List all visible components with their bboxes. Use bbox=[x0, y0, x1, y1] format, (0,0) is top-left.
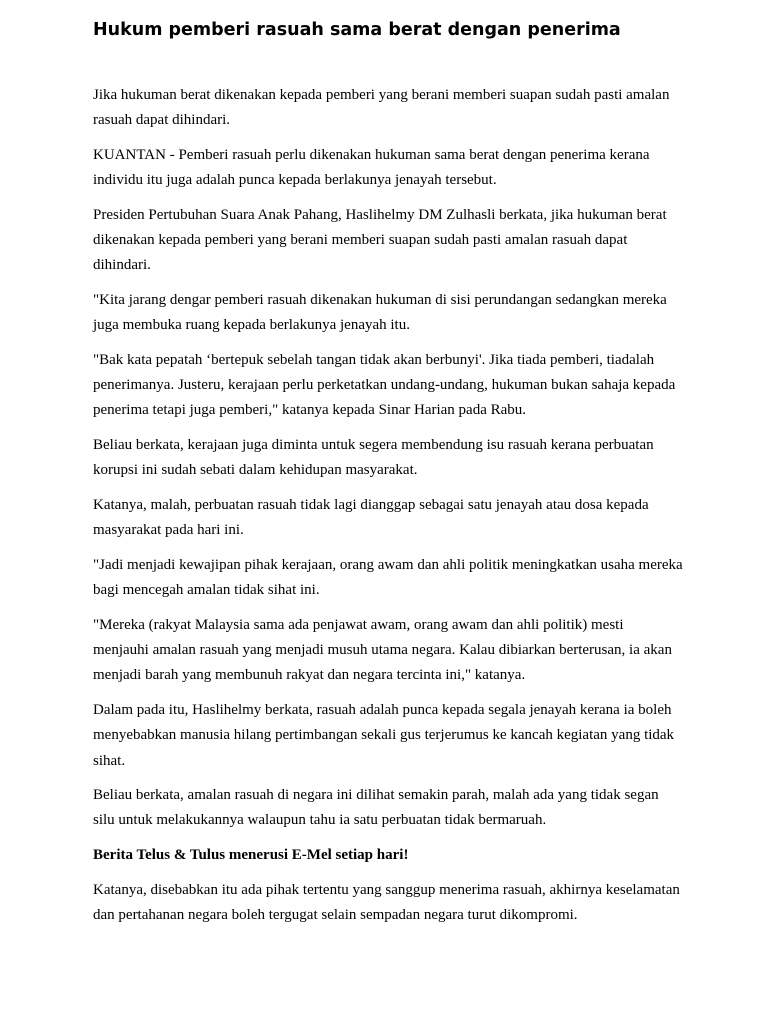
paragraph: "Mereka (rakyat Malaysia sama ada penjawat awam, orang awam dan ahli politik) mesti menjauhi amalan rasuah yang menjadi musuh utama negara. Kalau dibiarkan berterusan, ia akan menjadi barah yang membunuh rakyat dan negara tercinta ini," katanya. bbox=[93, 616, 672, 684]
paragraph: Beliau berkata, amalan rasuah di negara ini dilihat semakin parah, malah ada yang tidak segan silu untuk melakukannya walaupun tahu ia satu perbuatan tidak bermaruah. bbox=[93, 787, 659, 829]
paragraph: Presiden Pertubuhan Suara Anak Pahang, Haslihelmy DM Zulhasli berkata, jika hukuman berat dikenakan kepada pemberi yang berani memberi suapan sudah pasti amalan rasuah dapat dihindari. bbox=[93, 206, 667, 274]
paragraph: Katanya, malah, perbuatan rasuah tidak lagi dianggap sebagai satu jenayah atau dosa kepada masyarakat pada hari ini. bbox=[93, 496, 649, 539]
newsletter-promo: Berita Telus & Tulus menerusi E-Mel setiap hari! bbox=[93, 846, 409, 863]
paragraph: KUANTAN - Pemberi rasuah perlu dikenakan hukuman sama berat dengan penerima kerana individu itu juga adalah punca kepada berlakunya jenayah tersebut. bbox=[93, 146, 650, 189]
paragraph: Katanya, disebabkan itu ada pihak tertentu yang sanggup menerima rasuah, akhirnya keselamatan dan pertahanan negara boleh tergugat selain sempadan negara turut dikompromi. bbox=[93, 881, 680, 923]
paragraph: "Jadi menjadi kewajipan pihak kerajaan, orang awam dan ahli politik meningkatkan usaha mereka bagi mencegah amalan tidak sihat ini. bbox=[93, 556, 683, 599]
paragraph: Dalam pada itu, Haslihelmy berkata, rasuah adalah punca kepada segala jenayah kerana ia boleh menyebabkan manusia hilang pertimbangan sekali gus terjerumus ke kancah kegiatan yang tidak sihat. bbox=[93, 701, 675, 769]
article-body bbox=[93, 83, 683, 928]
paragraph: "Bak kata pepatah ‘bertepuk sebelah tangan tidak akan berbunyi'. Jika tiada pemberi, tiadalah penerimanya. Justeru, kerajaan perlu perketatkan undang-undang, hukuman bukan sahaja kepada penerima tetapi juga pemberi," katanya kepada Sinar Harian pada Rabu. bbox=[93, 351, 676, 419]
paragraph: "Kita jarang dengar pemberi rasuah dikenakan hukuman di sisi perundangan sedangkan mereka juga membuka ruang kepada berlakunya jenayah itu. bbox=[93, 291, 667, 334]
paragraph: Beliau berkata, kerajaan juga diminta untuk segera membendung isu rasuah kerana perbuatan korupsi ini sudah sebati dalam kehidupan masyarakat. bbox=[93, 437, 654, 479]
article bbox=[93, 18, 683, 937]
paragraph-lead: Jika hukuman berat dikenakan kepada pemberi yang berani memberi suapan sudah pasti amalan rasuah dapat dihindari. bbox=[93, 87, 670, 129]
article-title: Hukum pemberi rasuah sama berat dengan penerima bbox=[93, 20, 621, 40]
